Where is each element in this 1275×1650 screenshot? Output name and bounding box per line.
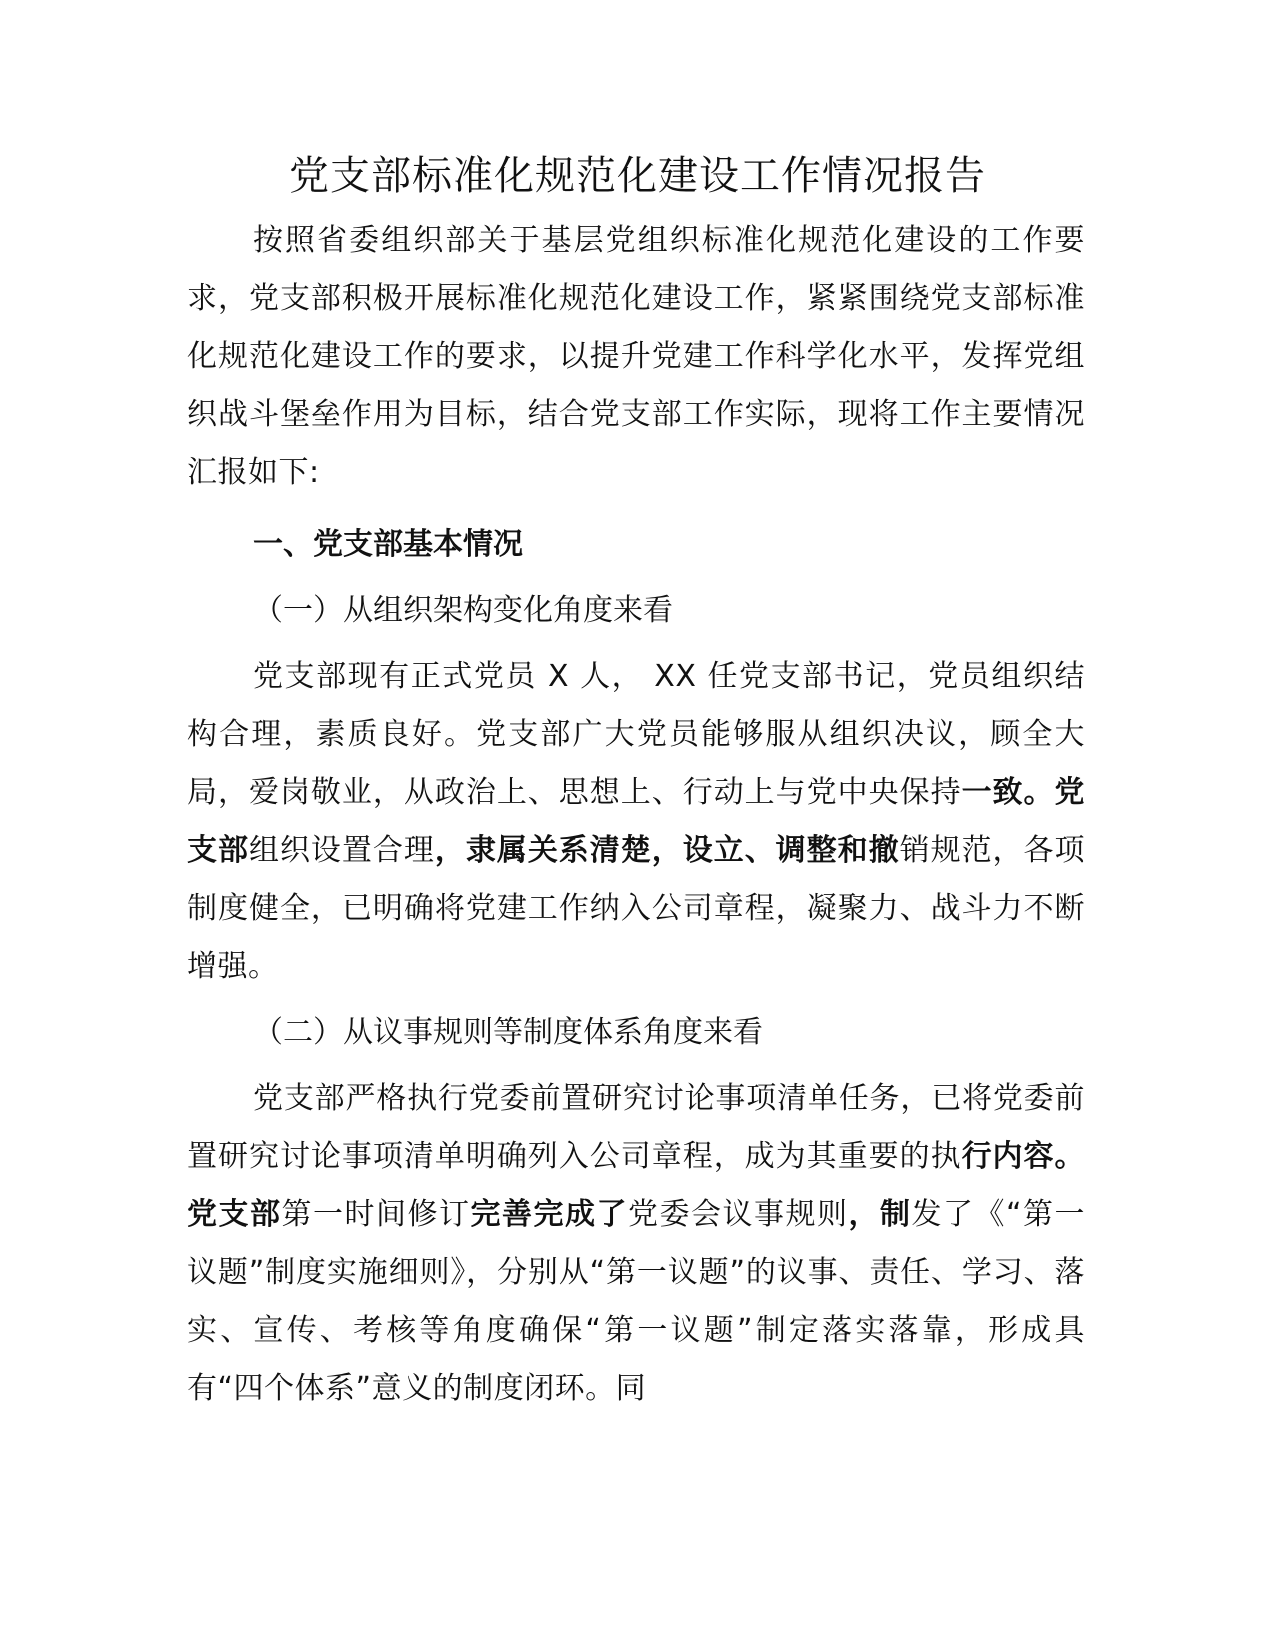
text-run-bold: ，制 (848, 1197, 912, 1232)
spacer (187, 502, 1085, 516)
text-run-bold: ，隶属关系清楚，设立、调整和撤 (434, 833, 900, 868)
subsection-heading-rules: （二）从议事规则等制度体系角度来看 (253, 1015, 763, 1050)
document-title: 党支部标准化规范化建设工作情况报告 (289, 153, 986, 199)
text-run: 党支部现有正式党员 X 人， XX 任党支部书记，党员组织结构合理，素质良好。党支部广大党员能够服从组织决议，顾全大局，爱岗敬业，从政治上、思想上、行动上与党中央保持 (187, 659, 1085, 810)
spacer (187, 574, 1085, 582)
organization-paragraph (187, 648, 1085, 996)
text-run: 第一时间修订 (281, 1197, 471, 1232)
text-run-bold: 行内容。党支部 (187, 1139, 1086, 1232)
text-run: 党委会议事规则 (628, 1197, 849, 1232)
text-run-bold: 一致。党支部 (187, 775, 1086, 868)
subsection-heading-organization: （一）从组织架构变化角度来看 (253, 593, 673, 628)
document-body (187, 212, 1085, 1418)
rules-paragraph (187, 1070, 1085, 1418)
spacer (187, 640, 1085, 648)
text-run: 发了《“第一议题”制度实施细则》，分别从“第一议题”的议事、责任、学习、落实、宣传、考核等角度确保“第一议题”制定落实落靠，形成具有“四个体系”意义的制度闭环。同 (187, 1197, 1086, 1406)
spacer (187, 1062, 1085, 1070)
section-heading-basic-situation: 一、党支部基本情况 (253, 527, 523, 562)
intro-paragraph: 按照省委组织部关于基层党组织标准化规范化建设的工作要求，党支部积极开展标准化规范化建设工作，紧紧围绕党支部标准化规范化建设工作的要求，以提升党建工作科学化水平，发挥党组织战斗堡垒作用为目标，结合党支部工作实际，现将工作主要情况汇报如下: (187, 223, 1085, 490)
text-run-bold: 完善完成了 (470, 1197, 628, 1232)
text-run: 组织设置合理 (248, 833, 435, 868)
text-run: 销规范，各项制度健全，已明确将党建工作纳入公司章程，凝聚力、战斗力不断增强。 (187, 833, 1086, 984)
spacer (187, 996, 1085, 1004)
text-run: 党支部严格执行党委前置研究讨论事项清单任务，已将党委前置研究讨论事项清单明确列入公司章程，成为其重要的执 (187, 1081, 1085, 1174)
